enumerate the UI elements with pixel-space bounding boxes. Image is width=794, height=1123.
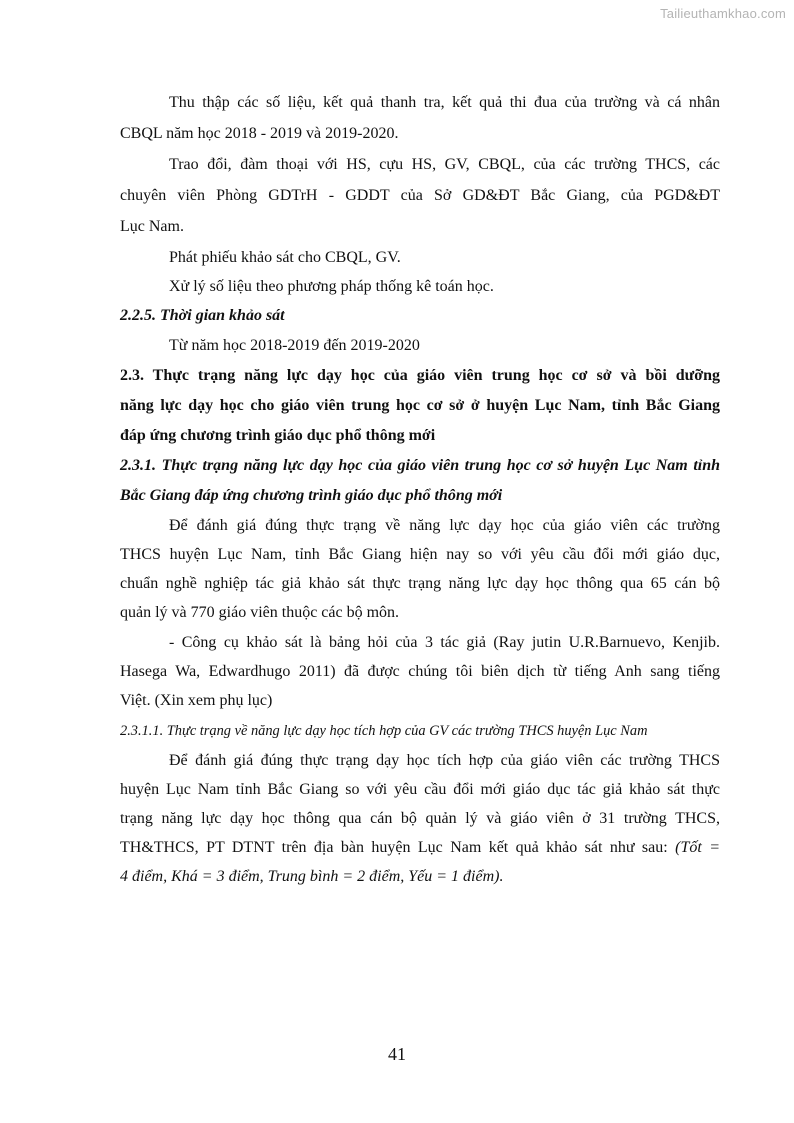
paragraph-line: Xử lý số liệu theo phương pháp thống kê toán học.: [169, 278, 494, 295]
section-heading-2-3: năng lực dạy học cho giáo viên trung học cơ sở ở huyện Lục Nam, tỉnh Bắc Giang: [120, 397, 720, 414]
paragraph-line: Hasega Wa, Edwardhugo 2011) đã được chúng tôi biên dịch từ tiếng Anh sang tiếng: [120, 663, 720, 680]
paragraph-line: Để đánh giá đúng thực trạng dạy học tích hợp của giáo viên các trường THCS: [169, 752, 720, 769]
paragraph-line: CBQL năm học 2018 - 2019 và 2019-2020.: [120, 125, 399, 142]
paragraph-line: Để đánh giá đúng thực trạng về năng lực dạy học của giáo viên các trường: [169, 517, 720, 534]
paragraph-line: Thu thập các số liệu, kết quả thanh tra, kết quả thi đua của trường và cá nhân: [169, 94, 720, 111]
section-heading-2-3-1-1: 2.3.1.1. Thực trạng về năng lực dạy học tích hợp của GV các trường THCS huyện Lục Nam: [120, 723, 648, 739]
paragraph-line: huyện Lục Nam tỉnh Bắc Giang so với yêu cầu đổi mới giáo dục tác giả khảo sát thực: [120, 781, 720, 798]
watermark: Tailieuthamkhao.com: [660, 6, 786, 21]
paragraph-line: Từ năm học 2018-2019 đến 2019-2020: [169, 337, 420, 354]
paragraph-text: TH&THCS, PT DTNT trên địa bàn huyện Lục Nam kết quả khảo sát như sau:: [120, 839, 676, 856]
page-number: 41: [388, 1044, 406, 1064]
paragraph-line: [120, 837, 720, 861]
paragraph-line: Phát phiếu khảo sát cho CBQL, GV.: [169, 249, 401, 266]
paragraph-line: Việt. (Xin xem phụ lục): [120, 692, 273, 709]
paragraph-line: Lục Nam.: [120, 218, 184, 235]
paragraph-line: chuẩn nghề nghiệp tác giả khảo sát thực trạng năng lực dạy học thông qua 65 cán bộ: [120, 575, 720, 592]
paragraph-line: quản lý và 770 giáo viên thuộc các bộ môn.: [120, 604, 400, 621]
section-heading-2-3-1: Bắc Giang đáp ứng chương trình giáo dục phổ thông mới: [120, 487, 503, 504]
section-heading-2-3-1: 2.3.1. Thực trạng năng lực dạy học của giáo viên trung học cơ sở huyện Lục Nam tỉnh: [120, 457, 720, 474]
paragraph-line: chuyên viên Phòng GDTrH - GDDT của Sở GD&ĐT Bắc Giang, của PGD&ĐT: [120, 187, 720, 204]
section-heading-2-3: đáp ứng chương trình giáo dục phổ thông mới: [120, 427, 436, 444]
score-scale-text: (Tốt =: [675, 839, 721, 856]
paragraph-line: trạng năng lực dạy học thông qua cán bộ quản lý và giáo viên ở 31 trường THCS,: [120, 810, 720, 827]
score-scale-text: 4 điểm, Khá = 3 điểm, Trung bình = 2 điểm, Yếu = 1 điểm).: [120, 868, 504, 885]
section-heading-2-3: 2.3. Thực trạng năng lực dạy học của giáo viên trung học cơ sở và bồi dưỡng: [120, 367, 720, 384]
paragraph-line: - Công cụ khảo sát là bảng hỏi của 3 tác giả (Ray jutin U.R.Barnuevo, Kenjib.: [169, 634, 720, 651]
paragraph-line: THCS huyện Lục Nam, tỉnh Bắc Giang hiện nay so với yêu cầu đổi mới giáo dục,: [120, 546, 720, 563]
paragraph-line: Trao đổi, đàm thoại với HS, cựu HS, GV, CBQL, của các trường THCS, các: [169, 156, 720, 173]
section-heading-2-2-5: 2.2.5. Thời gian khảo sát: [120, 307, 285, 324]
